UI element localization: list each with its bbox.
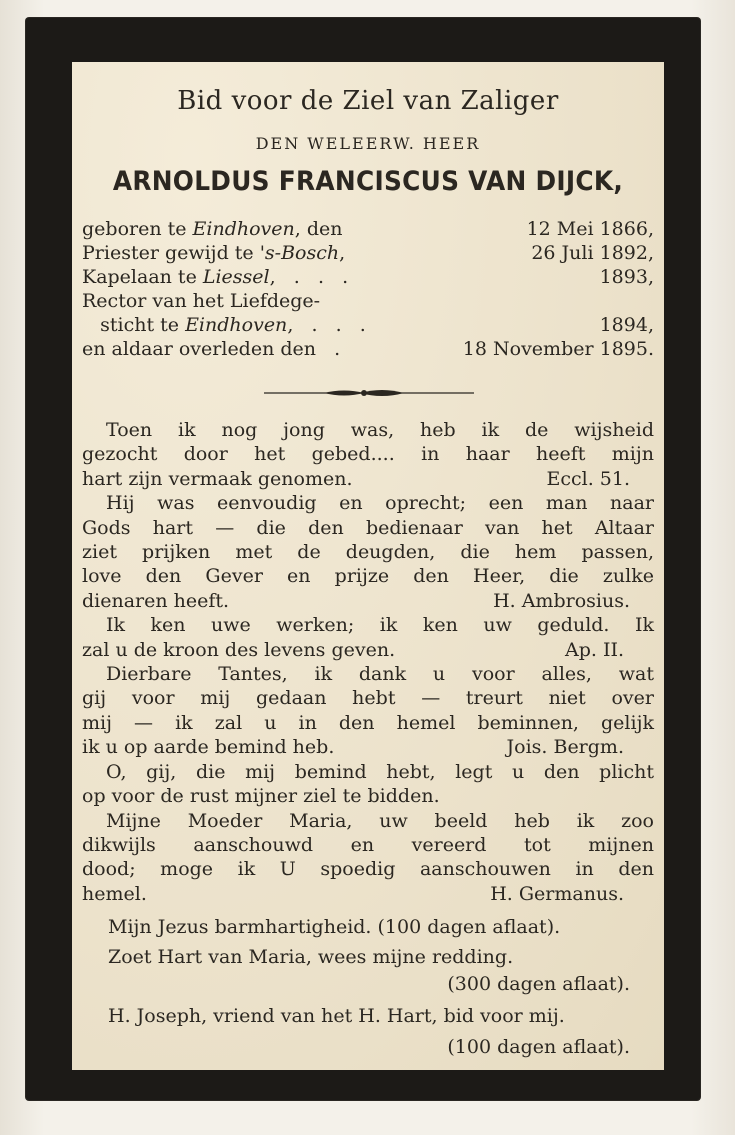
card-title: Bid voor de Ziel van Zaliger — [177, 86, 559, 116]
card-subtitle: DEN WELEERW. HEER — [255, 134, 481, 153]
biography — [82, 218, 654, 362]
deceased-name: ARNOLDUS FRANCISCUS VAN DIJCK, — [112, 166, 624, 197]
bio-line: geboren te Eindhoven, den 12 Mei 1866, — [82, 218, 654, 240]
bio-line: sticht te Eindhoven, . . . 1894, — [82, 314, 654, 336]
quote-ambrosius: Hij was eenvoudig en oprecht; een man naar Gods hart — die den bedienaar van het Altaar ziet prijken met de deugden, die hem passen, love den Gever en prijze den Heer, die zulke dienaren heeft. H. Ambrosius. — [82, 492, 654, 612]
memorial-card — [72, 62, 664, 1070]
quote-source: Jois. Bergm. — [506, 736, 624, 759]
prayer-line: H. Joseph, vriend van het H. Hart, bid voor mij. — [108, 1004, 565, 1027]
bio-line: Rector van het Liefdege- — [82, 290, 321, 312]
bio-line: Kapelaan te Liessel, . . . 1893, — [82, 266, 654, 288]
indulgence: (100 dagen aflaat). — [447, 1035, 630, 1058]
quote-source: H. Germanus. — [490, 882, 624, 905]
quotations — [82, 418, 654, 1059]
quote-source: H. Ambrosius. — [493, 589, 630, 612]
ornament-divider — [264, 387, 474, 399]
prayer-line: Mijn Jezus barmhartigheid. (100 dagen aflaat). — [108, 916, 561, 939]
quote-germanus: Mijne Moeder Maria, uw beeld heb ik zoo dikwijls aanschouwd en vereerd tot mijnen dood; moge ik U spoedig aanschouwen in den hemel. H. Germanus. — [82, 809, 654, 905]
bio-date: 1894, — [599, 314, 654, 336]
quote-apocalypse: Ik ken uwe werken; ik ken uw geduld. Ik zal u de kroon des levens geven. Ap. II. — [82, 614, 654, 661]
quote-source: Ap. II. — [564, 638, 624, 661]
quote-bergm: Dierbare Tantes, ik dank u voor alles, wat gij voor mij gedaan hebt — treurt niet over mij — ik zal u in den hemel beminnen, gelijk ik u op aarde bemind heb. Jois. Bergm. — [82, 663, 654, 759]
quote-source: Eccl. 51. — [546, 467, 630, 490]
bio-date: 18 November 1895. — [462, 338, 654, 360]
bio-date: 12 Mei 1866, — [526, 218, 654, 240]
bio-line: en aldaar overleden den . 18 November 1895. — [82, 338, 654, 360]
prayer-line: Zoet Hart van Maria, wees mijne redding. — [108, 946, 514, 969]
bio-line: Priester gewijd te 's-Bosch, 26 Juli 1892, — [82, 242, 654, 264]
prayers — [82, 912, 654, 1059]
quote-eccl: Toen ik nog jong was, heb ik de wijsheid gezocht door het gebed.... in haar heeft mijn hart zijn vermaak genomen. Eccl. 51. — [82, 419, 654, 490]
bio-date: 1893, — [599, 266, 654, 288]
bio-date: 26 Juli 1892, — [531, 242, 654, 264]
quote-plea: O, gij, die mij bemind hebt, legt u den plicht op voor de rust mijner ziel te bidden. — [82, 760, 654, 808]
indulgence: (300 dagen aflaat). — [447, 973, 630, 996]
